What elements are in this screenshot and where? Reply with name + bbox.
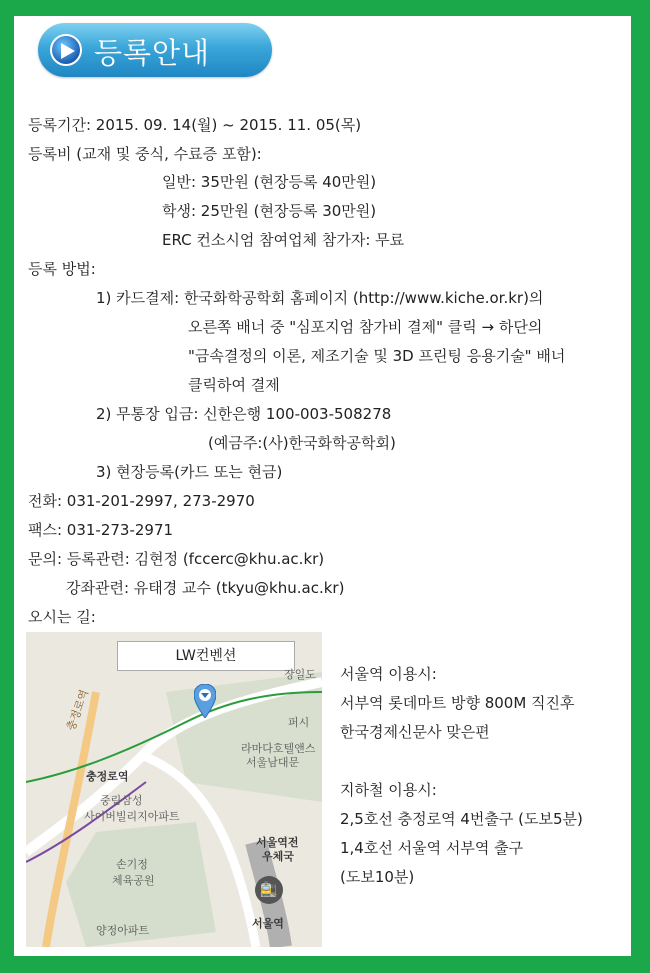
method-card-detail-1: 오른쪽 배너 중 "심포지엄 참가비 결제" 클릭 → 하단의	[188, 318, 543, 336]
fee-erc: ERC 컨소시엄 참여업체 참가자: 무료	[162, 231, 405, 249]
fee-student: 학생: 25만원 (현장등록 30만원)	[162, 202, 377, 220]
subway-line-1: 2,5호선 충정로역 4번출구 (도보5분)	[340, 810, 583, 828]
registration-fee-heading: 등록비 (교재 및 중식, 수료증 포함):	[28, 145, 262, 163]
subway-heading: 지하철 이용시:	[340, 781, 437, 799]
page-title: 등록안내	[94, 36, 211, 70]
subway-line-2: 1,4호선 서울역 서부역 출구	[340, 839, 524, 857]
section-header	[38, 23, 272, 77]
map-venue-label: LW컨벤션	[117, 641, 295, 671]
map-place-jungnim: 중림삼성	[100, 794, 143, 807]
phone: 전화: 031-201-2997, 273-2970	[28, 492, 255, 510]
map-place-post-office: 우체국	[262, 850, 294, 863]
method-card-detail-2: "금속결정의 이론, 제조기술 및 3D 프린팅 응용기술" 배너	[188, 347, 566, 365]
map-place-seoul-station: 서울역	[252, 917, 284, 930]
registration-period: 등록기간: 2015. 09. 14(월) ~ 2015. 11. 05(목)	[28, 116, 362, 134]
inquiry-lecture: 강좌관련: 유태경 교수 (tkyu@khu.ac.kr)	[66, 579, 345, 597]
method-bank: 2) 무통장 입금: 신한은행 100-003-508278	[96, 405, 392, 423]
map-place-ramada: 라마다호텔앤스	[241, 742, 316, 755]
map-place-park: 체육공원	[112, 874, 155, 887]
method-card: 1) 카드결제: 한국화학공학회 홈페이지 (http://www.kiche.or.kr)의	[96, 289, 544, 307]
play-icon	[50, 34, 82, 66]
seoul-station-line-1: 서부역 롯데마트 방향 800M 직진후	[340, 694, 575, 712]
location-pin-icon	[194, 684, 216, 718]
subway-line-3: (도보10분)	[340, 868, 415, 886]
map-road-chungjeongno: 충정로역	[64, 687, 92, 733]
map-place-cyber-village: 사이버빌리지아파트	[84, 810, 180, 823]
method-card-detail-3: 클릭하여 결제	[188, 376, 280, 394]
method-onsite: 3) 현장등록(카드 또는 현금)	[96, 463, 283, 481]
map-place-yangjeong: 양정아파트	[96, 924, 150, 937]
fax: 팩스: 031-273-2971	[28, 521, 174, 539]
fee-general: 일반: 35만원 (현장등록 40만원)	[162, 173, 377, 191]
registration-method-heading: 등록 방법:	[28, 260, 96, 278]
location-map	[26, 632, 322, 947]
map-place-chungjeongno: 충정로역	[86, 770, 129, 783]
directions-heading: 오시는 길:	[28, 608, 96, 626]
map-place-persi: 퍼시	[288, 716, 310, 729]
train-icon: 🚉	[255, 876, 283, 904]
method-bank-holder: (예금주:(사)한국화학공학회)	[208, 434, 396, 452]
seoul-station-line-2: 한국경제신문사 맞은편	[340, 723, 490, 741]
seoul-station-heading: 서울역 이용시:	[340, 665, 437, 683]
map-place-namdaemun: 서울남대문	[246, 756, 300, 769]
map-place-seoul-station-front: 서울역전	[256, 836, 299, 849]
map-place-sohn: 손기정	[116, 858, 148, 871]
map-place-jangil: 장일도	[284, 668, 316, 681]
inquiry-registration: 문의: 등록관련: 김현정 (fccerc@khu.ac.kr)	[28, 550, 325, 568]
